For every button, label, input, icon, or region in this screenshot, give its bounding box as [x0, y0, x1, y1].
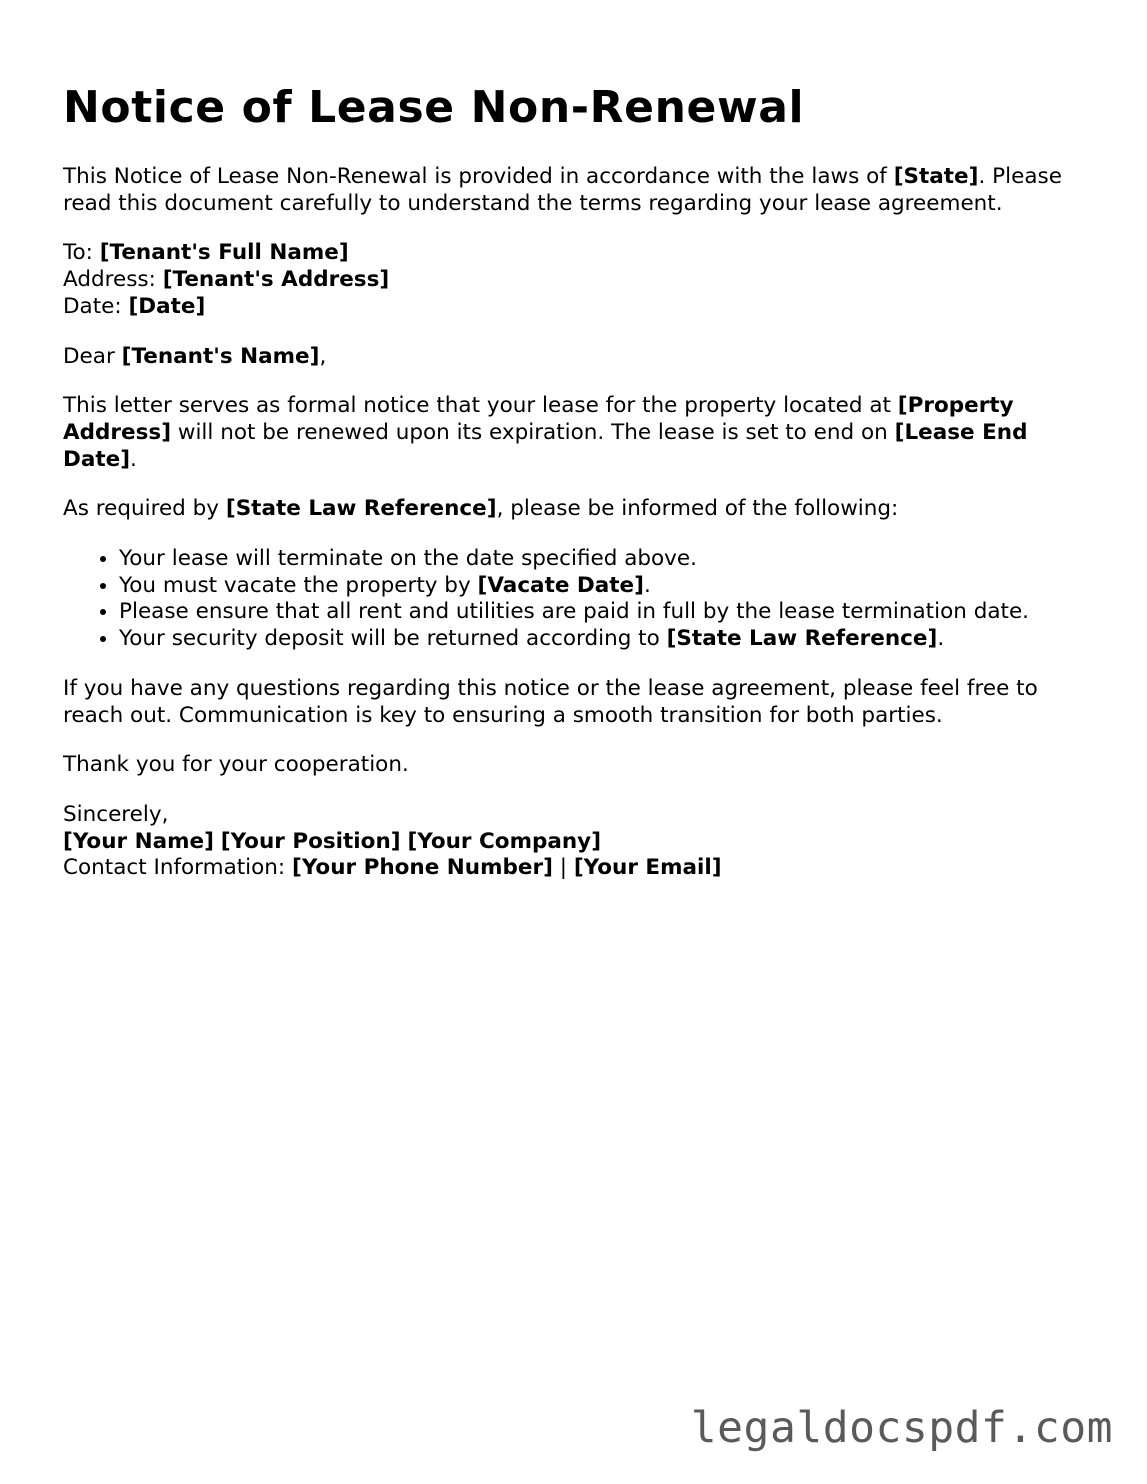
- signature-block: [63, 802, 1093, 882]
- salutation-suffix: ,: [319, 343, 327, 369]
- list-item-3-text: Please ensure that all rent and utilities are paid in full by the lease termination date.: [119, 599, 1030, 625]
- tenant-name-placeholder: [Tenant's Name]: [121, 343, 320, 369]
- recipient-block: [63, 240, 1093, 320]
- phone-placeholder: [Your Phone Number]: [292, 855, 553, 881]
- tenant-full-name-placeholder: [Tenant's Full Name]: [99, 240, 349, 266]
- date-label: Date:: [63, 293, 129, 319]
- notice-text-2: will not be renewed upon its expiration. The lease is set to end on: [171, 419, 895, 445]
- recipient-date-line: [63, 294, 1093, 321]
- email-placeholder: [Your Email]: [573, 855, 722, 881]
- list-item: [119, 546, 1093, 573]
- requirements-suffix: , please be informed of the following:: [496, 496, 899, 522]
- document-title: Notice of Lease Non-Renewal: [63, 82, 805, 133]
- list-item: [119, 573, 1093, 600]
- closing-line: Sincerely,: [63, 801, 169, 827]
- notice-text-3: .: [130, 446, 137, 472]
- notice-paragraph: [63, 393, 1093, 473]
- state-law-reference-placeholder: [State Law Reference]: [225, 496, 497, 522]
- vacate-date-placeholder: [Vacate Date]: [477, 572, 644, 598]
- intro-text-before: This Notice of Lease Non-Renewal is provided in accordance with the laws of: [63, 164, 894, 189]
- date-placeholder: [Date]: [128, 293, 206, 319]
- questions-paragraph: If you have any questions regarding this notice or the lease agreement, please feel free to reach out. Communication is key to ensuring a smooth transition for both parties.: [63, 675, 1038, 728]
- tenant-address-placeholder: [Tenant's Address]: [162, 267, 390, 293]
- intro-paragraph: [63, 164, 1093, 217]
- your-position-placeholder: [Your Position]: [220, 828, 401, 854]
- lease-end-date-placeholder: [Lease End Date]: [63, 419, 1028, 472]
- state-law-reference-placeholder-2: [State Law Reference]: [666, 626, 938, 652]
- list-item-4-suffix: .: [937, 626, 945, 652]
- contact-line: [63, 855, 1093, 882]
- list-item: [119, 599, 1093, 626]
- salutation-prefix: Dear: [63, 343, 122, 369]
- contact-label: Contact Information:: [63, 855, 293, 881]
- your-company-placeholder: [Your Company]: [407, 828, 602, 854]
- contact-separator: |: [552, 855, 574, 881]
- intro-text-after: . Please read this document carefully to understand the terms regarding your lease agreement.: [63, 164, 1062, 216]
- salutation: [63, 344, 1093, 371]
- thanks-paragraph: Thank you for your cooperation.: [63, 752, 409, 778]
- your-name-placeholder: [Your Name]: [63, 828, 214, 854]
- list-item: [119, 626, 1093, 653]
- document-page: [63, 82, 1093, 905]
- watermark: legaldocspdf.com: [690, 1403, 1113, 1453]
- to-label: To:: [63, 240, 100, 266]
- state-placeholder: [State]: [893, 164, 979, 189]
- requirements-list: [63, 546, 1093, 653]
- list-item-2-prefix: You must vacate the property by: [119, 572, 478, 598]
- list-item-1-text: Your lease will terminate on the date specified above.: [119, 546, 697, 572]
- list-item-2-suffix: .: [643, 572, 651, 598]
- recipient-to-line: [63, 240, 1093, 267]
- property-address-placeholder: [Property Address]: [63, 393, 1014, 445]
- address-label: Address:: [63, 267, 163, 293]
- recipient-address-line: [63, 267, 1093, 294]
- list-item-4-prefix: Your security deposit will be returned according to: [119, 626, 667, 652]
- notice-text-1: This letter serves as formal notice that your lease for the property located at: [63, 393, 898, 419]
- requirements-paragraph: [63, 496, 1093, 523]
- requirements-prefix: As required by: [63, 496, 226, 522]
